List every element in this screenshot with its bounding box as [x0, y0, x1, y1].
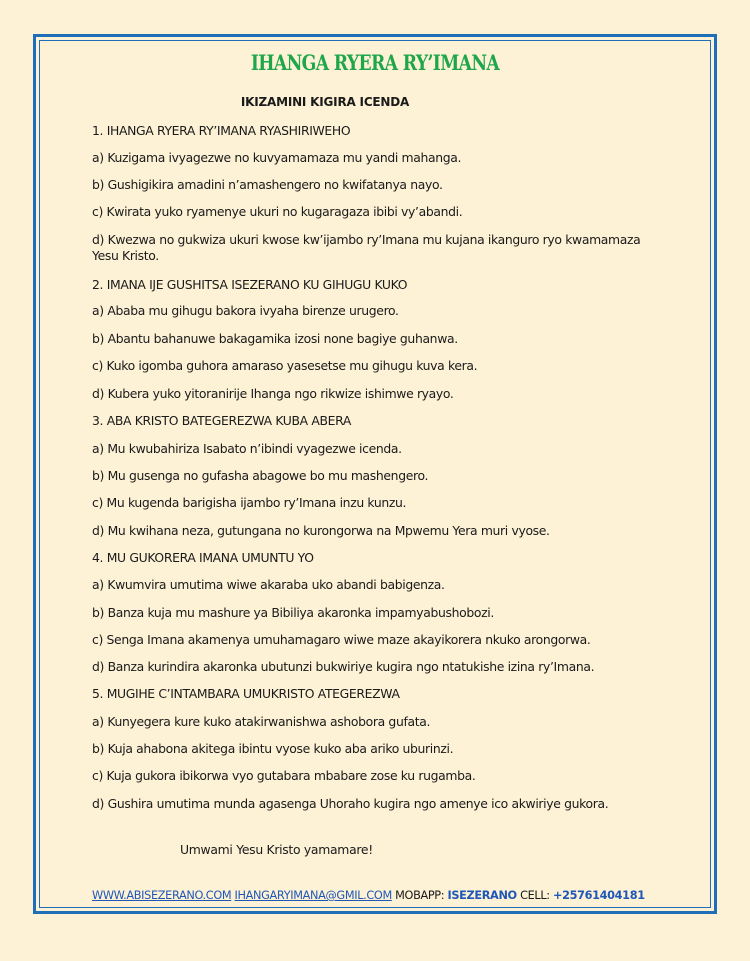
- question-heading: 5. MUGIHE C’INTAMBARA UMUKRISTO ATEGEREZWA: [92, 686, 400, 701]
- question-heading: 2. IMANA IJE GUSHITSA ISEZERANO KU GIHUGU KUKO: [92, 277, 408, 292]
- answer-option: a) Kwumvira umutima wiwe akaraba uko abandi babigenza.: [92, 577, 445, 592]
- answer-option: d) Banza kurindira akaronka ubutunzi bukwiriye kugira ngo ntatukishe izina ry’Imana.: [92, 659, 595, 674]
- answer-option: b) Gushigikira amadini n’amashengero no kwifatanya nayo.: [92, 177, 443, 192]
- answer-option: a) Kuzigama ivyagezwe no kuvyamamaza mu yandi mahanga.: [92, 150, 462, 165]
- answer-option: d) Gushira umutima munda agasenga Uhoraho kugira ngo amenye ico akwiriye gukora.: [92, 796, 609, 811]
- answer-option: a) Kunyegera kure kuko atakirwanishwa ashobora gufata.: [92, 714, 431, 729]
- email-link[interactable]: IHANGARYIMANA@GMIL.COM: [234, 889, 392, 902]
- cell-value: +25761404181: [552, 889, 645, 902]
- contact-footer: [92, 889, 645, 902]
- answer-option: d) Kwezwa no gukwiza ukuri kwose kw’ijambo ry’Imana mu kujana ikanguro ryo kwamamaza Yesu Kristo.: [92, 232, 641, 263]
- answer-option: b) Banza kuja mu mashure ya Bibiliya akaronka impamyabushobozi.: [92, 605, 494, 620]
- exam-subtitle: IKIZAMINI KIGIRA ICENDA: [240, 95, 410, 109]
- cell-label: CELL:: [520, 889, 550, 902]
- website-link[interactable]: WWW.ABISEZERANO.COM: [92, 889, 232, 902]
- mobapp-value: ISEZERANO: [447, 889, 517, 902]
- closing-blessing: Umwami Yesu Kristo yamamare!: [180, 842, 373, 857]
- mobapp-label: MOBAPP:: [395, 889, 445, 902]
- answer-option: b) Kuja ahabona akitega ibintu vyose kuko aba ariko uburinzi.: [92, 741, 454, 756]
- answer-option: c) Mu kugenda barigisha ijambo ry’Imana inzu kunzu.: [92, 495, 407, 510]
- answer-option: b) Mu gusenga no gufasha abagowe bo mu mashengero.: [92, 468, 429, 483]
- answer-option: a) Ababa mu gihugu bakora ivyaha birenze urugero.: [92, 303, 399, 318]
- answer-option: b) Abantu bahanuwe bakagamika izosi none bagiye guhanwa.: [92, 331, 458, 346]
- answer-option: c) Senga Imana akamenya umuhamagaro wiwe maze akayikorera nkuko arongorwa.: [92, 632, 591, 647]
- document-title: IHANGA RYERA RY’IMANA: [250, 50, 500, 75]
- answer-option: d) Kubera yuko yitoranirije Ihanga ngo rikwize ishimwe ryayo.: [92, 386, 454, 401]
- answer-option: a) Mu kwubahiriza Isabato n’ibindi vyagezwe icenda.: [92, 441, 402, 456]
- question-heading: 4. MU GUKORERA IMANA UMUNTU YO: [92, 550, 314, 565]
- answer-option: d) Mu kwihana neza, gutungana no kurongorwa na Mpwemu Yera muri vyose.: [92, 523, 550, 538]
- question-heading: 3. ABA KRISTO BATEGEREZWA KUBA ABERA: [92, 413, 351, 428]
- question-heading: 1. IHANGA RYERA RY’IMANA RYASHIRIWEHO: [92, 123, 351, 138]
- answer-option: c) Kuja gukora ibikorwa vyo gutabara mbabare zose ku rugamba.: [92, 768, 476, 783]
- answer-option: c) Kwirata yuko ryamenye ukuri no kugaragaza ibibi vy’abandi.: [92, 204, 463, 219]
- answer-option: c) Kuko igomba guhora amaraso yasesetse mu gihugu kuva kera.: [92, 358, 478, 373]
